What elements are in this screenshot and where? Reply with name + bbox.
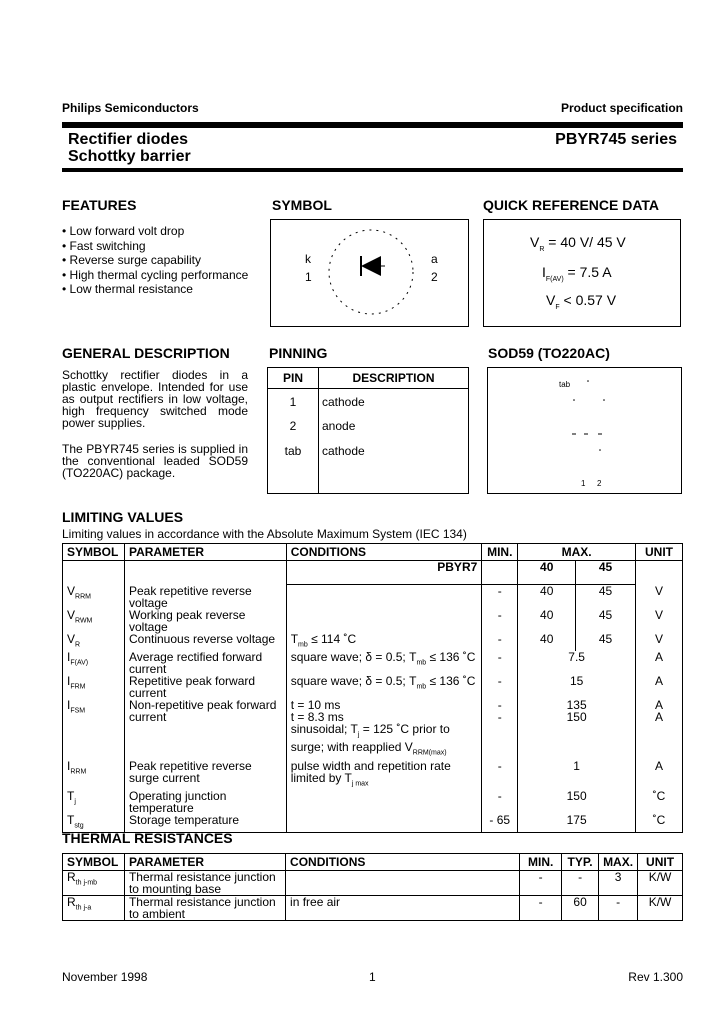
- feature-item: • Low thermal resistance: [62, 282, 193, 296]
- pin-description: cathode: [319, 389, 469, 414]
- table-row: $V_{RWM}$ Working peak reverse voltage - 40 45 V: [63, 609, 683, 633]
- table-row: [268, 389, 469, 414]
- table-row: $I_{F(AV)}$ Average rectified forward current square wave; δ = 0.5; $T_{mb} \le 136$ ˚C - 7.5 A: [63, 651, 683, 675]
- col-max: MAX.: [599, 854, 638, 871]
- pinning-heading: PINNING: [269, 345, 328, 361]
- footer-date: November 1998: [62, 970, 148, 984]
- general-p2: The PBYR745 series is supplied in the conventional leaded SOD59 (TO220AC) package.: [62, 442, 248, 480]
- footer-page: 1: [369, 970, 376, 984]
- table-row: $R_{th j-a}$ Thermal resistance junction to ambient in free air - 60 - K/W: [63, 896, 683, 921]
- quick-ref-if: $I_{F(AV)} = 7.5$ A: [542, 264, 612, 283]
- table-row: $T_j$ Operating junction temperature - 150 ˚C: [63, 790, 683, 814]
- symbol-a-pin: 2: [431, 270, 438, 284]
- general-p1: Schottky rectifier diodes in a plastic envelope. Intended for use as output rectifiers in low voltage, high frequency switched mode power supplies.: [62, 368, 248, 430]
- limiting-heading: LIMITING VALUES: [62, 509, 184, 525]
- col-symbol: SYMBOL: [63, 854, 125, 871]
- general-heading: GENERAL DESCRIPTION: [62, 345, 230, 361]
- symbol-a-label: a: [431, 252, 438, 266]
- package-heading: SOD59 (TO220AC): [488, 345, 610, 361]
- col-parameter: PARAMETER: [124, 544, 286, 561]
- pinning-table: [267, 367, 469, 494]
- col-conditions: CONDITIONS: [286, 854, 520, 871]
- table-row: [268, 438, 469, 462]
- col-symbol: SYMBOL: [63, 544, 125, 561]
- package-outline-icon: [488, 368, 681, 493]
- table-row: $I_{FSM}$ Non-repetitive peak forward current t = 10 ms t = 8.3 ms sinusoidal; $T_j = 125$ ˚C prior to surge; with reapplied $V_{RRM(max)}$ - - 135 150 A A: [63, 699, 683, 760]
- symbol-box: [270, 219, 469, 327]
- package-box: [487, 367, 682, 494]
- table-row: $I_{RRM}$ Peak repetitive reverse surge current pulse width and repetition rate limited by $T_{j max}$ - 1 A: [63, 760, 683, 790]
- doc-type: Product specification: [560, 101, 683, 115]
- pin-description: cathode: [319, 438, 469, 462]
- pin-description: anode: [319, 414, 469, 438]
- variant-45: 45: [576, 561, 636, 585]
- top-rule: [62, 122, 683, 128]
- features-list: [62, 224, 248, 297]
- package-pin2-label: 2: [597, 479, 602, 488]
- variant-40: 40: [518, 561, 576, 585]
- col-min: MIN.: [482, 544, 518, 561]
- pin-col-header: PIN: [268, 368, 319, 389]
- thermal-table: [62, 853, 683, 921]
- pin-number: 1: [268, 389, 319, 414]
- table-row: $I_{FRM}$ Repetitive peak forward current square wave; δ = 0.5; $T_{mb} \le 136$ ˚C - 15 A: [63, 675, 683, 699]
- table-row: [268, 414, 469, 438]
- feature-item: • Reverse surge capability: [62, 253, 201, 267]
- quick-ref-vr: $V_R = 40$ V/ 45 V: [530, 234, 626, 253]
- symbol-k-pin: 1: [305, 270, 312, 284]
- col-conditions: CONDITIONS: [286, 544, 482, 561]
- col-max: MAX.: [518, 544, 636, 561]
- limiting-subheading: Limiting values in accordance with the Absolute Maximum System (IEC 134): [62, 527, 467, 541]
- col-typ: TYP.: [562, 854, 599, 871]
- part-number: PBYR745 series: [555, 131, 677, 148]
- title-rule: [62, 168, 683, 172]
- package-pin1-label: 1: [581, 479, 586, 488]
- col-min: MIN.: [520, 854, 562, 871]
- table-row: $V_{RRM}$ Peak repetitive reverse voltage - 40 45 V: [63, 585, 683, 609]
- quick-ref-box: [483, 219, 681, 327]
- title-line1: Rectifier diodes: [68, 131, 189, 148]
- table-row: $R_{th j-mb}$ Thermal resistance junction to mounting base - - 3 K/W: [63, 871, 683, 896]
- quick-ref-vf: $V_F < 0.57$ V: [546, 292, 617, 311]
- feature-item: • Fast switching: [62, 238, 146, 253]
- col-parameter: PARAMETER: [124, 854, 285, 871]
- feature-item: • High thermal cycling performance: [62, 267, 249, 282]
- thermal-heading: THERMAL RESISTANCES: [62, 830, 233, 846]
- title-line2: Schottky barrier: [68, 148, 191, 165]
- pin-number: 2: [268, 414, 319, 438]
- feature-item: • Low forward volt drop: [62, 224, 185, 238]
- features-heading: FEATURES: [62, 197, 137, 213]
- company-name: Philips Semiconductors: [62, 101, 199, 115]
- limiting-values-table: [62, 543, 683, 833]
- package-tab-label: tab: [559, 380, 571, 389]
- footer-rev: Rev 1.300: [628, 970, 683, 984]
- table-row: $V_R$ Continuous reverse voltage $T_{mb} \le 114$ ˚C - 40 45 V: [63, 633, 683, 651]
- variant-label: PBYR7: [286, 561, 482, 585]
- symbol-k-label: k: [305, 252, 311, 266]
- col-unit: UNIT: [638, 854, 683, 871]
- diode-symbol-icon: [271, 220, 468, 326]
- quick-ref-heading: QUICK REFERENCE DATA: [483, 197, 660, 213]
- pin-number: tab: [268, 438, 319, 462]
- symbol-heading: SYMBOL: [272, 197, 332, 213]
- table-row: $T_{stg}$ Storage temperature - 65 175 ˚C: [63, 814, 683, 833]
- col-unit: UNIT: [635, 544, 682, 561]
- desc-col-header: DESCRIPTION: [319, 368, 469, 389]
